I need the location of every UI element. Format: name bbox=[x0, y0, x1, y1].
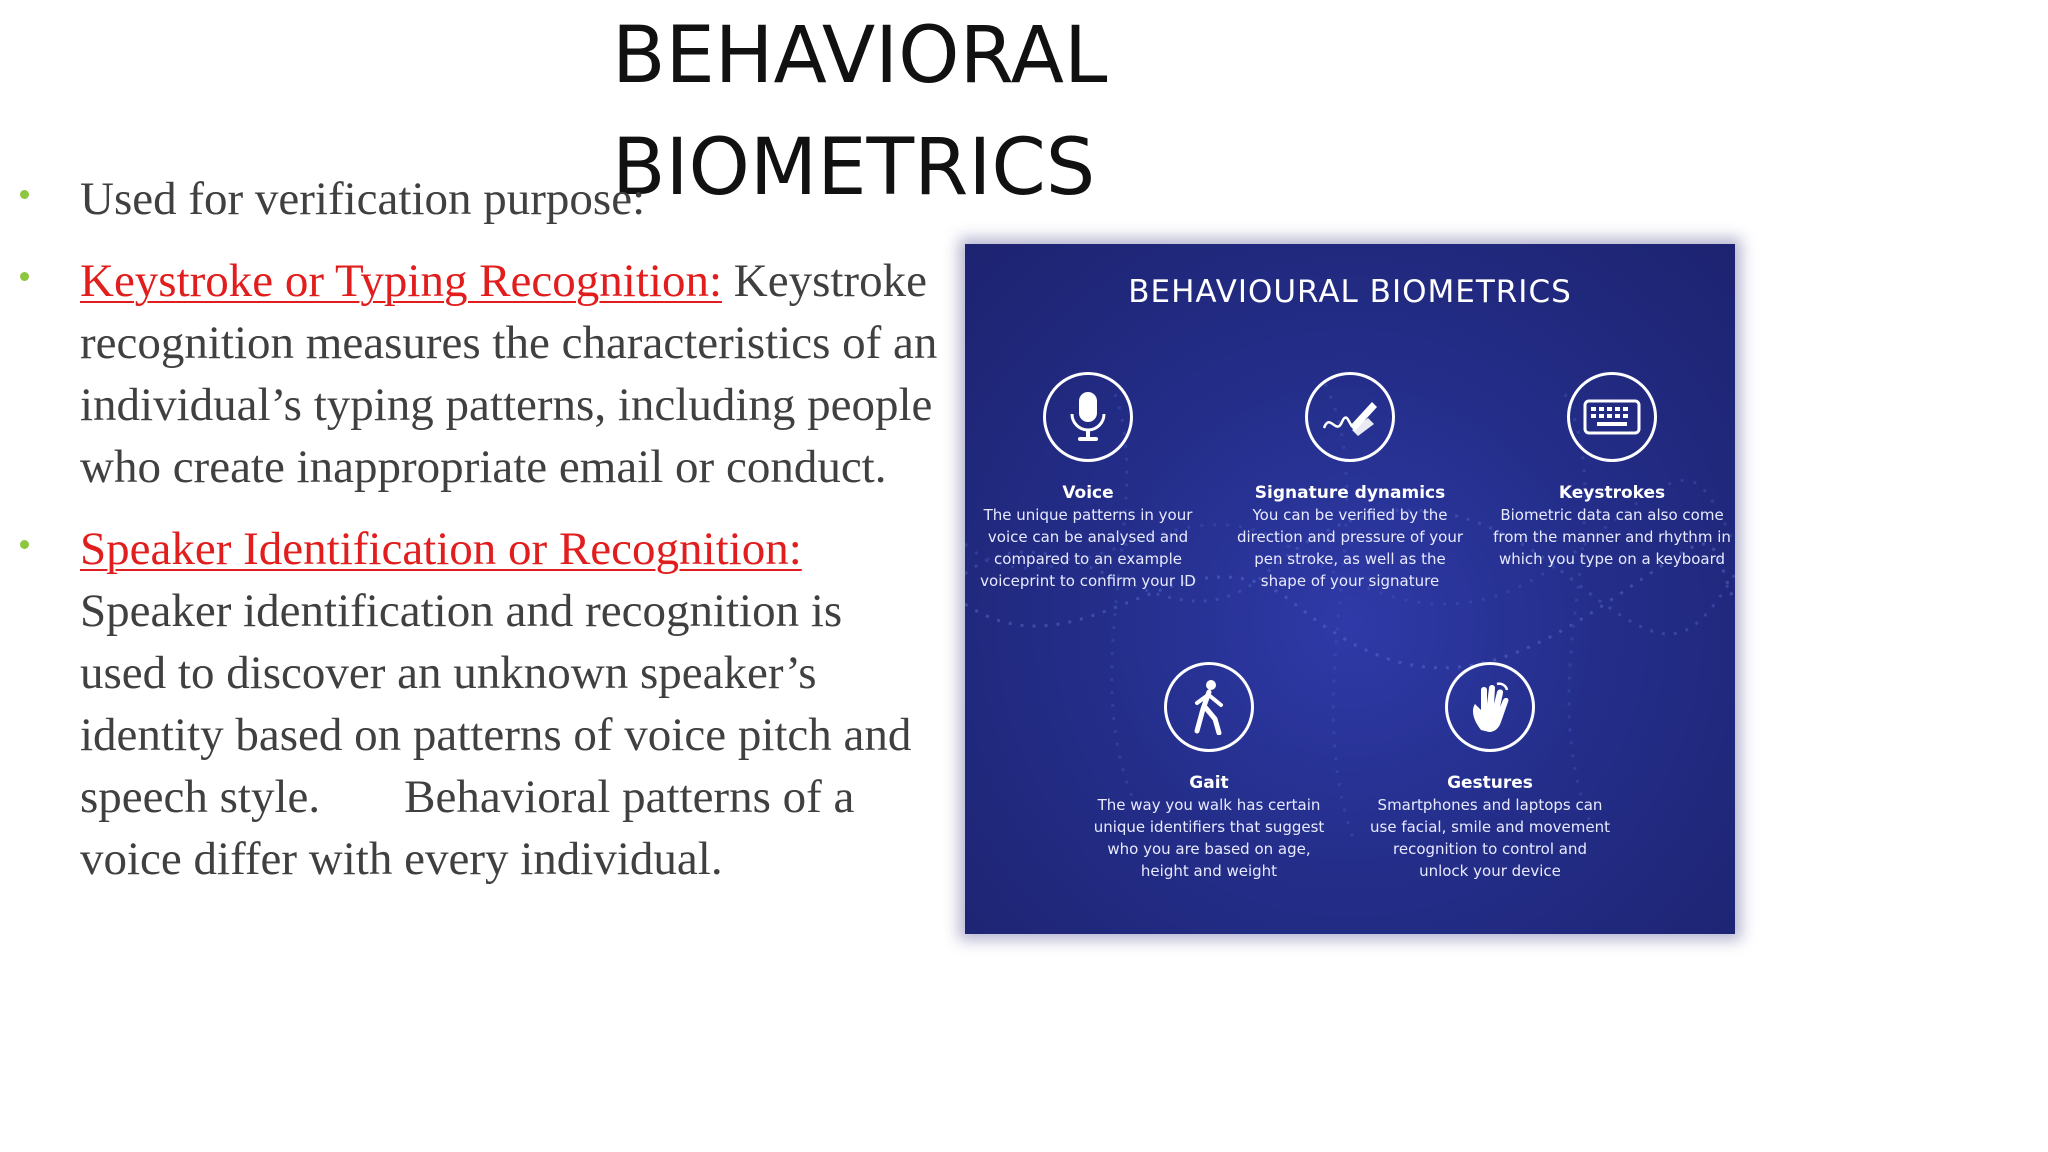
feature-title: Voice bbox=[1062, 483, 1114, 503]
bullet-list bbox=[20, 168, 940, 910]
bullet-item-keystroke bbox=[20, 250, 940, 498]
feature-keystrokes bbox=[1492, 372, 1732, 570]
feature-gait bbox=[1089, 662, 1329, 882]
feature-gestures bbox=[1370, 662, 1610, 882]
hand-gesture-icon bbox=[1445, 662, 1535, 752]
speaker-description-a: Speaker identification and recognition is used to discover an unknown speaker’s identity based on patterns of voice pitch and speech style. bbox=[80, 585, 912, 823]
bullet-text: Used for verification purpose: bbox=[80, 173, 646, 225]
microphone-icon bbox=[1043, 372, 1133, 462]
bullet-item-verification bbox=[20, 168, 940, 230]
feature-description: Smartphones and laptops can use facial, smile and movement recognition to control and unlock your device bbox=[1370, 796, 1610, 880]
slide-title-line-2: BIOMETRICS bbox=[612, 123, 1096, 213]
bullet-dot-icon bbox=[20, 540, 29, 549]
bullet-item-speaker bbox=[20, 518, 940, 890]
feature-description: Biometric data can also come from the manner and rhythm in which you type on a keyboard bbox=[1493, 506, 1731, 568]
bullet-dot-icon bbox=[20, 190, 29, 199]
keystroke-description: Keystroke recognition measures the characteristics of an individual’s typing patterns, including people who create inappropriate email or conduct. bbox=[80, 255, 938, 493]
feature-title: Signature dynamics bbox=[1254, 483, 1446, 503]
walking-person-icon bbox=[1164, 662, 1254, 752]
feature-title: Gestures bbox=[1447, 773, 1533, 793]
feature-title: Gait bbox=[1189, 773, 1229, 793]
behavioural-biometrics-infographic bbox=[965, 244, 1735, 934]
keyboard-icon bbox=[1567, 372, 1657, 462]
slide-title-line-1: BEHAVIORAL bbox=[612, 11, 1108, 101]
bullet-dot-icon bbox=[20, 272, 29, 281]
infographic-title: BEHAVIOURAL BIOMETRICS bbox=[1128, 274, 1572, 310]
speaker-description-b: Behavioral patterns of a voice differ with every individual. bbox=[80, 771, 855, 885]
feature-title: Keystrokes bbox=[1558, 483, 1666, 503]
keystroke-link[interactable]: Keystroke or Typing Recognition: bbox=[80, 255, 723, 307]
signature-icon bbox=[1305, 372, 1395, 462]
feature-description: The unique patterns in your voice can be analysed and compared to an example voiceprint to confirm your ID bbox=[980, 506, 1196, 590]
feature-signature-dynamics bbox=[1230, 372, 1470, 592]
speaker-link[interactable]: Speaker Identification or Recognition: bbox=[80, 523, 802, 575]
feature-description: The way you walk has certain unique identifiers that suggest who you are based on age, height and weight bbox=[1093, 796, 1325, 880]
feature-description: You can be verified by the direction and pressure of your pen stroke, as well as the shape of your signature bbox=[1236, 506, 1463, 590]
feature-voice bbox=[968, 372, 1208, 592]
